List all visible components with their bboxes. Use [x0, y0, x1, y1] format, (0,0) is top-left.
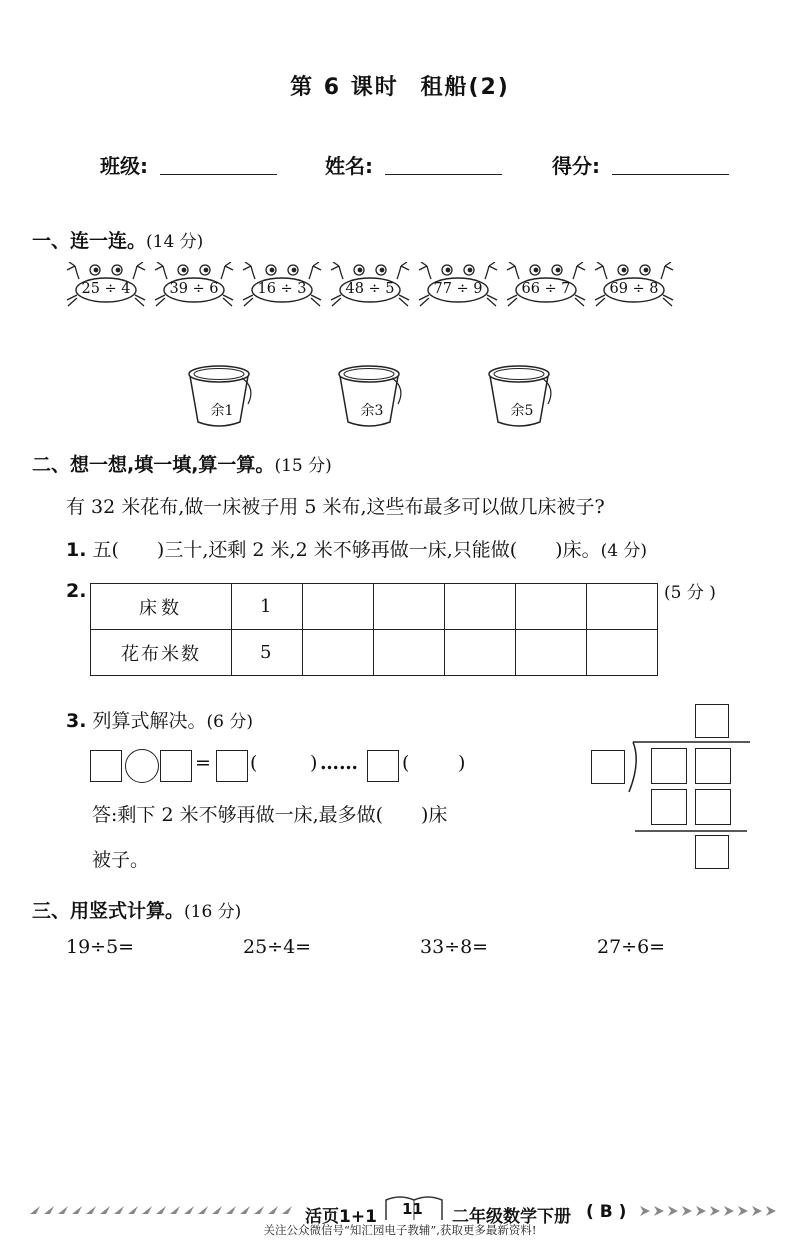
table-cell-blank[interactable] [445, 630, 516, 676]
paren-close: ) [310, 752, 318, 774]
name-label: 姓名: [325, 154, 373, 178]
page-number: 11 [402, 1200, 423, 1218]
section2-points: (15 分) [274, 456, 332, 476]
answer-box-quotient[interactable] [216, 750, 248, 782]
footer-decoration [0, 1196, 800, 1224]
table-cell-blank[interactable] [445, 584, 516, 630]
division-product-tens-box[interactable] [651, 789, 687, 825]
score-field[interactable] [612, 174, 729, 175]
question-3-number: 3. [66, 710, 87, 732]
footer-series: 活页1+1 [305, 1207, 377, 1227]
section3-title: 三、用竖式计算。 [32, 900, 185, 922]
score-label: 得分: [552, 154, 600, 178]
footer-edition: ( B ) [586, 1202, 627, 1222]
table-cell-blank[interactable] [587, 630, 658, 676]
vertical-calc-problem: 27÷6= [597, 936, 666, 958]
crab-card[interactable] [241, 262, 323, 310]
table-row [91, 630, 658, 676]
class-field[interactable] [160, 174, 277, 175]
bucket-target[interactable] [336, 364, 408, 432]
crab-card[interactable] [329, 262, 411, 310]
unit-blank[interactable] [410, 752, 458, 776]
table-cell-value: 1 [232, 584, 303, 630]
question-2-points: (5 分 ) [664, 583, 716, 603]
answer-box-divisor[interactable] [160, 750, 192, 782]
bucket-icon [486, 364, 558, 432]
section2-title: 二、想一想,填一填,算一算。 [32, 454, 275, 476]
bucket-label: 余3 [360, 403, 384, 419]
lesson-topic: 租船(2) [420, 75, 510, 100]
crab-card[interactable] [153, 262, 235, 310]
crab-card[interactable] [417, 262, 499, 310]
answer-box-dividend[interactable] [90, 750, 122, 782]
bucket-label: 余5 [510, 403, 534, 419]
section2-heading [32, 450, 332, 477]
table-cell-blank[interactable] [374, 584, 445, 630]
table-cell-label: 花布米数 [91, 630, 232, 676]
long-division-frame [585, 700, 755, 875]
paren-open: ( [402, 752, 410, 774]
table-cell-label: 床数 [91, 584, 232, 630]
answer-circle-operator[interactable] [125, 749, 159, 783]
answer-sentence: 答:剩下 2 米不够再做一床,最多做( )床 [92, 804, 448, 826]
class-label: 班级: [100, 154, 148, 178]
page-title [0, 70, 800, 101]
answer-sentence-cont: 被子。 [92, 849, 150, 871]
crab-expression: 39 ÷ 6 [169, 281, 219, 297]
vertical-calc-problem: 33÷8= [420, 936, 489, 958]
section1-points: (14 分) [146, 232, 204, 252]
data-table [90, 583, 658, 676]
paren-close: ) [458, 752, 466, 774]
question-3 [66, 706, 253, 733]
bucket-icon [336, 364, 408, 432]
crab-expression: 69 ÷ 8 [609, 281, 659, 297]
paren-open: ( [250, 752, 258, 774]
question-1 [66, 535, 647, 562]
division-divisor-box[interactable] [591, 750, 625, 784]
table-cell-blank[interactable] [516, 630, 587, 676]
crab-expression: 16 ÷ 3 [257, 281, 307, 297]
section3-heading [32, 896, 241, 923]
equals-sign: = [195, 752, 211, 774]
division-product-ones-box[interactable] [695, 789, 731, 825]
bucket-icon [186, 364, 258, 432]
name-field[interactable] [385, 174, 502, 175]
answer-box-remainder[interactable] [367, 750, 399, 782]
question-3-points: (6 分) [206, 712, 253, 732]
section3-points: (16 分) [184, 902, 242, 922]
division-dividend-tens-box[interactable] [651, 748, 687, 784]
lesson-number: 第 6 课时 [290, 75, 399, 100]
vertical-calc-problem: 25÷4= [243, 936, 312, 958]
table-row [91, 584, 658, 630]
remainder-dots: …… [320, 752, 358, 774]
crab-expression: 48 ÷ 5 [345, 281, 395, 297]
crab-card[interactable] [593, 262, 675, 310]
division-dividend-ones-box[interactable] [695, 748, 731, 784]
division-remainder-box[interactable] [695, 835, 729, 869]
vertical-calc-problem: 19÷5= [66, 936, 135, 958]
table-cell-blank[interactable] [303, 584, 374, 630]
footer-book-title: 二年级数学下册 [452, 1207, 571, 1227]
question-1-points: (4 分) [600, 541, 648, 561]
bucket-target[interactable] [186, 364, 258, 432]
table-cell-blank[interactable] [374, 630, 445, 676]
problem-statement: 有 32 米花布,做一床被子用 5 米布,这些布最多可以做几床被子? [66, 496, 605, 518]
section1-title: 一、连一连。 [32, 230, 147, 252]
question-3-text: 列算式解决。 [92, 710, 207, 732]
crab-expression: 66 ÷ 7 [521, 281, 571, 297]
table-cell-blank[interactable] [516, 584, 587, 630]
table-cell-blank[interactable] [587, 584, 658, 630]
crab-expression: 77 ÷ 9 [433, 281, 483, 297]
crab-expression: 25 ÷ 4 [81, 281, 131, 297]
unit-blank[interactable] [258, 752, 310, 776]
bucket-target[interactable] [486, 364, 558, 432]
question-1-text: 五( )三十,还剩 2 米,2 米不够再做一床,只能做( )床。 [92, 539, 601, 561]
bucket-label: 余1 [210, 403, 234, 419]
section1-heading [32, 226, 203, 253]
question-1-number: 1. [66, 539, 87, 561]
question-2-number: 2. [66, 580, 87, 602]
division-quotient-box[interactable] [695, 704, 729, 738]
crab-card[interactable] [65, 262, 147, 310]
table-cell-value: 5 [232, 630, 303, 676]
crab-card[interactable] [505, 262, 587, 310]
footer-notice: 关注公众微信号“知汇园电子教辅”,获取更多最新资料! [263, 1223, 537, 1237]
table-cell-blank[interactable] [303, 630, 374, 676]
